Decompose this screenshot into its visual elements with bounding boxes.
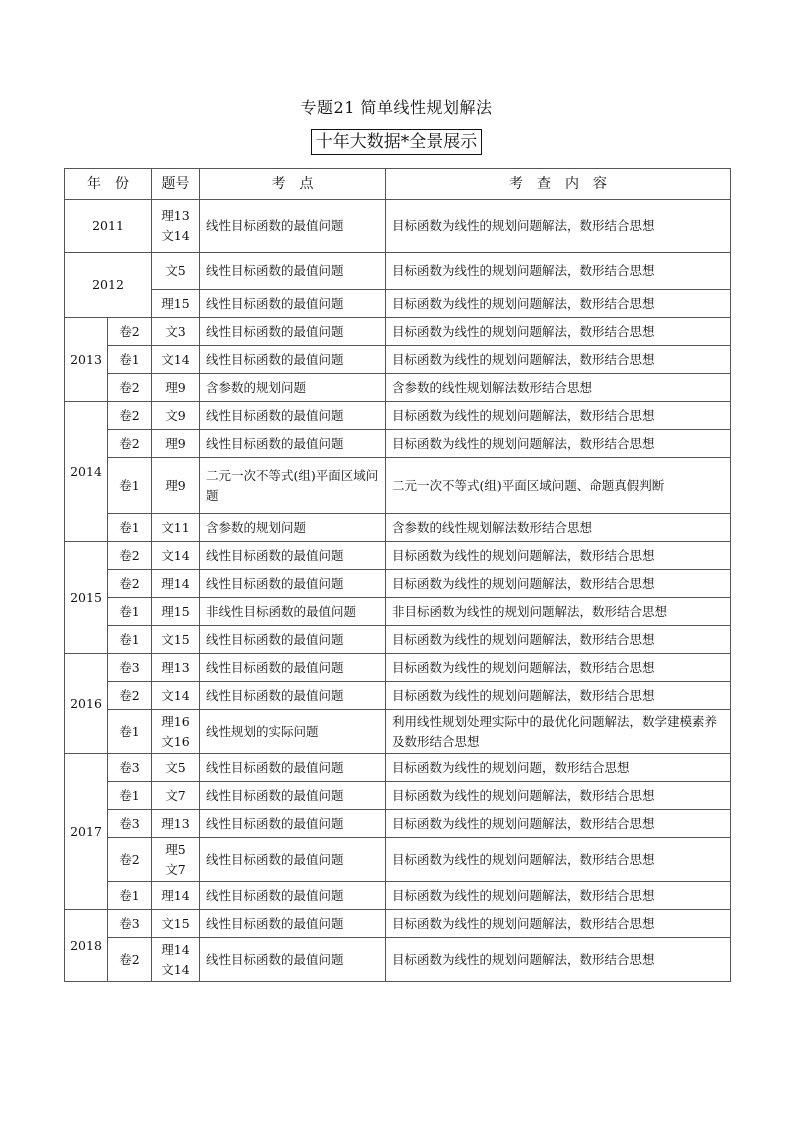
table-row	[65, 810, 731, 838]
table-row	[65, 253, 731, 290]
table-row	[65, 838, 731, 882]
exam-content-cell: 目标函数为线性的规划问题解法，数形结合思想	[386, 654, 731, 682]
header-point: 考 点	[200, 169, 386, 200]
volume-cell: 卷1	[108, 598, 152, 626]
volume-cell: 卷2	[108, 570, 152, 598]
volume-cell: 卷1	[108, 782, 152, 810]
exam-content-cell: 目标函数为线性的规划问题解法，数形结合思想	[386, 682, 731, 710]
banner-wrap	[0, 129, 793, 155]
exam-content-cell: 目标函数为线性的规划问题解法，数形结合思想	[386, 253, 731, 290]
volume-cell: 卷2	[108, 374, 152, 402]
exam-content-cell: 目标函数为线性的规划问题解法，数形结合思想	[386, 882, 731, 910]
header-qnum: 题号	[152, 169, 200, 200]
exam-point-cell: 二元一次不等式(组)平面区域问题	[200, 458, 386, 514]
year-cell: 2016	[65, 654, 108, 754]
question-number-cell: 文15	[152, 910, 200, 938]
table-row	[65, 754, 731, 782]
question-number-cell: 文5	[152, 253, 200, 290]
table-row	[65, 374, 731, 402]
question-number-cell: 理13	[152, 810, 200, 838]
table-row	[65, 938, 731, 982]
table-row	[65, 570, 731, 598]
exam-point-cell: 线性目标函数的最值问题	[200, 810, 386, 838]
table-row	[65, 458, 731, 514]
exam-point-cell: 线性目标函数的最值问题	[200, 882, 386, 910]
question-number-cell: 文15	[152, 626, 200, 654]
header-year: 年 份	[65, 169, 152, 200]
question-number-cell: 文14	[152, 542, 200, 570]
question-number-cell: 文9	[152, 402, 200, 430]
question-number-cell: 理13 文14	[152, 200, 200, 253]
exam-point-cell: 线性目标函数的最值问题	[200, 346, 386, 374]
exam-table	[64, 168, 731, 982]
volume-cell: 卷3	[108, 810, 152, 838]
question-number-cell: 文7	[152, 782, 200, 810]
exam-content-cell: 目标函数为线性的规划问题解法，数形结合思想	[386, 570, 731, 598]
volume-cell: 卷2	[108, 938, 152, 982]
exam-content-cell: 非目标函数为线性的规划问题解法，数形结合思想	[386, 598, 731, 626]
exam-content-cell: 目标函数为线性的规划问题解法，数形结合思想	[386, 318, 731, 346]
year-cell: 2011	[65, 200, 152, 253]
table-row	[65, 682, 731, 710]
exam-point-cell: 线性目标函数的最值问题	[200, 200, 386, 253]
question-number-cell: 文3	[152, 318, 200, 346]
year-cell: 2017	[65, 754, 108, 910]
year-cell: 2015	[65, 542, 108, 654]
exam-point-cell: 线性目标函数的最值问题	[200, 910, 386, 938]
exam-content-cell: 含参数的线性规划解法数形结合思想	[386, 514, 731, 542]
year-cell: 2013	[65, 318, 108, 402]
question-number-cell: 文5	[152, 754, 200, 782]
exam-content-cell: 目标函数为线性的规划问题解法，数形结合思想	[386, 402, 731, 430]
question-number-cell: 理15	[152, 598, 200, 626]
exam-point-cell: 线性目标函数的最值问题	[200, 542, 386, 570]
header-content: 考 查 内 容	[386, 169, 731, 200]
volume-cell: 卷2	[108, 838, 152, 882]
exam-content-cell: 目标函数为线性的规划问题解法，数形结合思想	[386, 346, 731, 374]
exam-point-cell: 线性规划的实际问题	[200, 710, 386, 754]
table-row	[65, 290, 731, 318]
exam-point-cell: 线性目标函数的最值问题	[200, 290, 386, 318]
year-cell: 2012	[65, 253, 152, 318]
table-row	[65, 346, 731, 374]
volume-cell: 卷1	[108, 514, 152, 542]
question-number-cell: 理9	[152, 458, 200, 514]
question-number-cell: 理5 文7	[152, 838, 200, 882]
volume-cell: 卷1	[108, 710, 152, 754]
table-row	[65, 654, 731, 682]
exam-point-cell: 含参数的规划问题	[200, 374, 386, 402]
section-banner: 十年大数据*全景展示	[311, 129, 483, 155]
table-header-row	[65, 169, 731, 200]
exam-point-cell: 非线性目标函数的最值问题	[200, 598, 386, 626]
question-number-cell: 文14	[152, 346, 200, 374]
exam-content-cell: 目标函数为线性的规划问题解法，数形结合思想	[386, 910, 731, 938]
question-number-cell: 文14	[152, 682, 200, 710]
exam-point-cell: 线性目标函数的最值问题	[200, 253, 386, 290]
exam-content-cell: 目标函数为线性的规划问题解法，数形结合思想	[386, 200, 731, 253]
page-title: 专题21 简单线性规划解法	[300, 98, 493, 117]
exam-point-cell: 线性目标函数的最值问题	[200, 754, 386, 782]
question-number-cell: 理15	[152, 290, 200, 318]
exam-point-cell: 线性目标函数的最值问题	[200, 570, 386, 598]
exam-content-cell: 目标函数为线性的规划问题，数形结合思想	[386, 754, 731, 782]
exam-content-cell: 利用线性规划处理实际中的最优化问题解法，数学建模素养及数形结合思想	[386, 710, 731, 754]
exam-content-cell: 目标函数为线性的规划问题解法，数形结合思想	[386, 430, 731, 458]
question-number-cell: 理16 文16	[152, 710, 200, 754]
volume-cell: 卷1	[108, 626, 152, 654]
volume-cell: 卷2	[108, 542, 152, 570]
table-row	[65, 882, 731, 910]
exam-content-cell: 目标函数为线性的规划问题解法，数形结合思想	[386, 542, 731, 570]
exam-point-cell: 含参数的规划问题	[200, 514, 386, 542]
exam-point-cell: 线性目标函数的最值问题	[200, 318, 386, 346]
volume-cell: 卷3	[108, 910, 152, 938]
volume-cell: 卷2	[108, 682, 152, 710]
table-row	[65, 200, 731, 253]
table-row	[65, 782, 731, 810]
exam-content-cell: 目标函数为线性的规划问题解法，数形结合思想	[386, 782, 731, 810]
exam-content-cell: 二元一次不等式(组)平面区域问题、命题真假判断	[386, 458, 731, 514]
exam-content-cell: 目标函数为线性的规划问题解法，数形结合思想	[386, 838, 731, 882]
table-row	[65, 402, 731, 430]
table-row	[65, 542, 731, 570]
volume-cell: 卷2	[108, 318, 152, 346]
question-number-cell: 理9	[152, 430, 200, 458]
question-number-cell: 理9	[152, 374, 200, 402]
exam-content-cell: 含参数的线性规划解法数形结合思想	[386, 374, 731, 402]
exam-content-cell: 目标函数为线性的规划问题解法，数形结合思想	[386, 626, 731, 654]
year-cell: 2018	[65, 910, 108, 982]
volume-cell: 卷2	[108, 402, 152, 430]
question-number-cell: 理14	[152, 570, 200, 598]
table-row	[65, 710, 731, 754]
exam-point-cell: 线性目标函数的最值问题	[200, 654, 386, 682]
volume-cell: 卷2	[108, 430, 152, 458]
table-row	[65, 318, 731, 346]
volume-cell: 卷1	[108, 882, 152, 910]
question-number-cell: 理13	[152, 654, 200, 682]
volume-cell: 卷3	[108, 754, 152, 782]
year-cell: 2014	[65, 402, 108, 542]
exam-content-cell: 目标函数为线性的规划问题解法，数形结合思想	[386, 938, 731, 982]
exam-point-cell: 线性目标函数的最值问题	[200, 682, 386, 710]
table-row	[65, 514, 731, 542]
table-body	[65, 200, 731, 982]
volume-cell: 卷1	[108, 346, 152, 374]
question-number-cell: 理14	[152, 882, 200, 910]
question-number-cell: 文11	[152, 514, 200, 542]
exam-point-cell: 线性目标函数的最值问题	[200, 402, 386, 430]
exam-point-cell: 线性目标函数的最值问题	[200, 938, 386, 982]
volume-cell: 卷3	[108, 654, 152, 682]
table-row	[65, 626, 731, 654]
table-row	[65, 598, 731, 626]
exam-point-cell: 线性目标函数的最值问题	[200, 626, 386, 654]
table-row	[65, 910, 731, 938]
exam-point-cell: 线性目标函数的最值问题	[200, 430, 386, 458]
exam-content-cell: 目标函数为线性的规划问题解法，数形结合思想	[386, 810, 731, 838]
table-row	[65, 430, 731, 458]
exam-point-cell: 线性目标函数的最值问题	[200, 838, 386, 882]
volume-cell: 卷1	[108, 458, 152, 514]
exam-content-cell: 目标函数为线性的规划问题解法，数形结合思想	[386, 290, 731, 318]
question-number-cell: 理14 文14	[152, 938, 200, 982]
exam-point-cell: 线性目标函数的最值问题	[200, 782, 386, 810]
